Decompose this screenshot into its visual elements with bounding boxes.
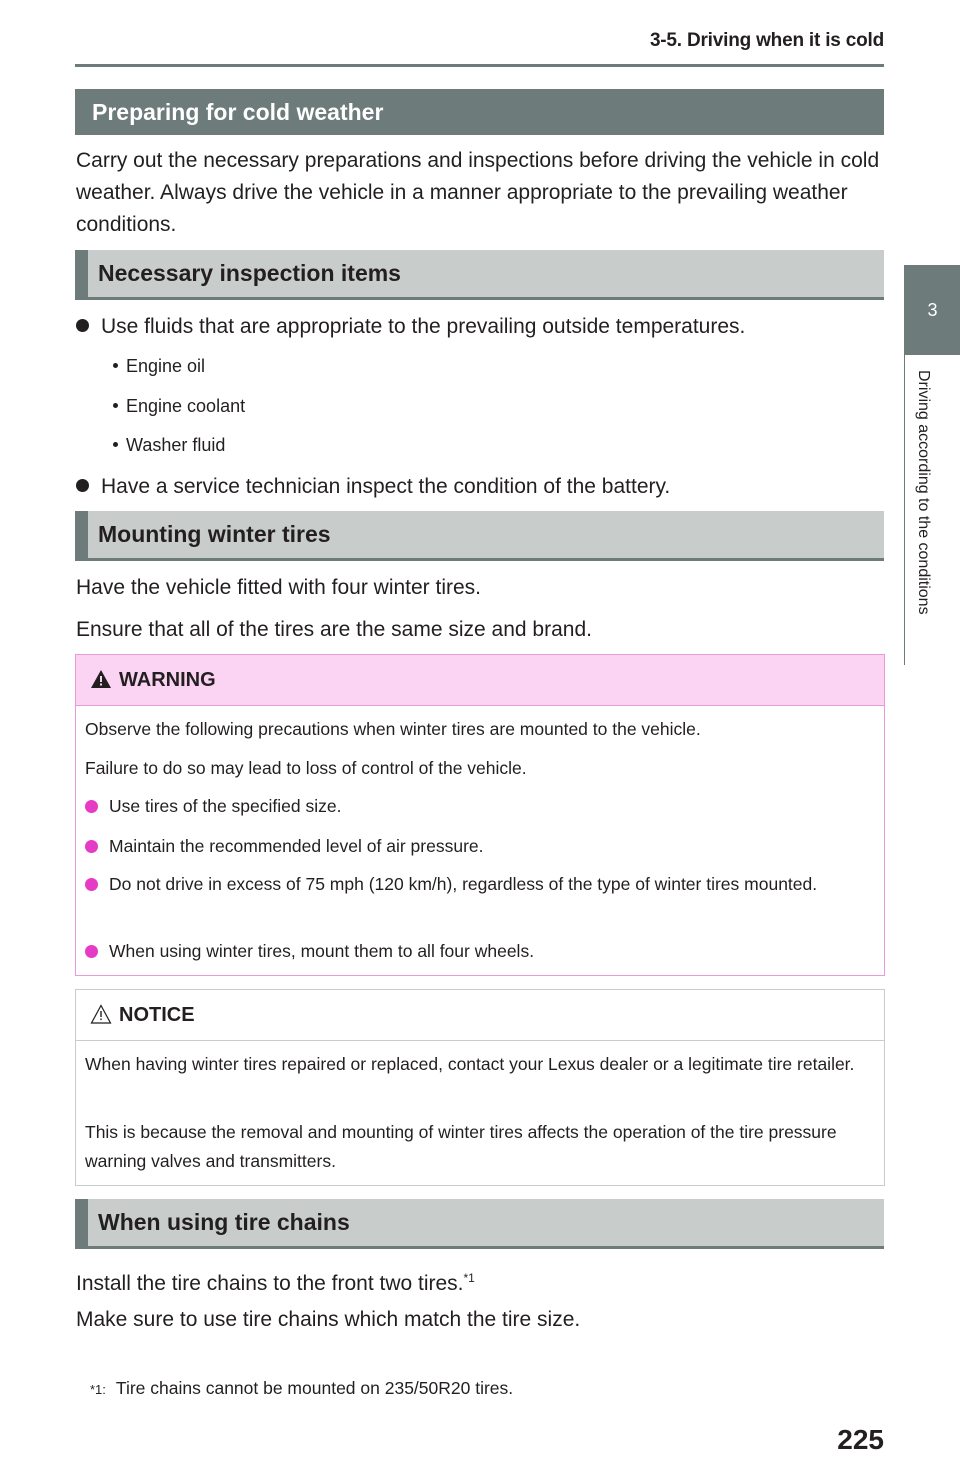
chapter-tab-label: Driving according to the conditions [915, 370, 932, 615]
notice-box [75, 989, 885, 1186]
inspection-bullet-fluids [76, 313, 745, 341]
heading-tire-chains: When using tire chains [75, 1199, 884, 1249]
winter-tires-line1: Have the vehicle fitted with four winter tires. [76, 576, 482, 599]
footnote-text: Tire chains cannot be mounted on 235/50R20 tires. [115, 1378, 514, 1398]
warning-bullet-dot [85, 945, 98, 958]
notice-triangle-icon [90, 1004, 112, 1024]
warning-intro-2: Failure to do so may lead to loss of control of the vehicle. [85, 758, 527, 778]
sub-bullet-dot [113, 363, 118, 368]
section-header-title: 3-5. Driving when it is cold [649, 30, 884, 51]
warning-intro-1: Observe the following precautions when winter tires are mounted to the vehicle. [85, 719, 701, 739]
notice-header [76, 990, 884, 1041]
warning-item [85, 937, 875, 966]
inspection-bullet-battery [76, 473, 670, 501]
chains-line1 [76, 1262, 884, 1300]
warning-item-text: Do not drive in excess of 75 mph (120 km/h), regardless of the type of winter tires mounted. [109, 874, 818, 894]
warning-item-text: Maintain the recommended level of air pressure. [109, 836, 484, 856]
page-number: 225 [837, 1424, 884, 1455]
warning-item-text: When using winter tires, mount them to all four wheels. [109, 941, 535, 961]
sub-item-text: Engine coolant [126, 396, 246, 416]
warning-bullet-dot [85, 878, 98, 891]
chapter-tab: 3 [905, 265, 960, 355]
sub-bullet-dot [113, 442, 118, 447]
warning-box [75, 654, 885, 976]
sub-item-engine-coolant [113, 394, 245, 418]
sub-item-text: Engine oil [126, 356, 206, 376]
preparing-text: Carry out the necessary preparations and inspections before driving the vehicle in cold weather. Always drive the vehicle in a manner appropriate to the prevailing weather conditions. [76, 149, 880, 236]
winter-tires-line2: Ensure that all of the tires are the same size and brand. [76, 618, 592, 641]
heading-preparing: Preparing for cold weather [75, 89, 884, 135]
chains-line1-text: Install the tire chains to the front two tires. [76, 1272, 464, 1295]
warning-bullet-dot [85, 800, 98, 813]
sub-item-washer-fluid [113, 433, 225, 457]
notice-para-1: When having winter tires repaired or replaced, contact your Lexus dealer or a legitimate tire retailer. [85, 1054, 855, 1074]
bullet-text: Use fluids that are appropriate to the prevailing outside temperatures. [101, 315, 746, 338]
warning-triangle-icon [90, 669, 112, 689]
warning-title: WARNING [119, 669, 216, 691]
chains-line2: Make sure to use tire chains which match the tire size. [76, 1308, 581, 1331]
heading-inspection: Necessary inspection items [75, 250, 884, 300]
warning-item [85, 832, 875, 861]
bullet-dot [76, 319, 89, 332]
bullet-dot [76, 479, 89, 492]
bullet-text: Have a service technician inspect the condition of the battery. [101, 475, 671, 498]
warning-item [85, 870, 875, 899]
sub-bullet-dot [113, 403, 118, 408]
notice-para-2: This is because the removal and mounting of winter tires affects the operation of the tire pressure warning valves and transmitters. [85, 1122, 837, 1171]
notice-title: NOTICE [119, 1004, 195, 1026]
heading-winter-tires: Mounting winter tires [75, 511, 884, 561]
warning-header [76, 655, 884, 706]
footnote-mark: *1: [90, 1382, 106, 1397]
footnote [90, 1378, 513, 1399]
warning-item [85, 792, 875, 821]
warning-item-text: Use tires of the specified size. [109, 796, 342, 816]
warning-bullet-dot [85, 840, 98, 853]
sub-item-engine-oil [113, 354, 205, 378]
footnote-ref: *1 [463, 1271, 475, 1285]
header-rule [75, 64, 884, 67]
sub-item-text: Washer fluid [126, 435, 226, 455]
